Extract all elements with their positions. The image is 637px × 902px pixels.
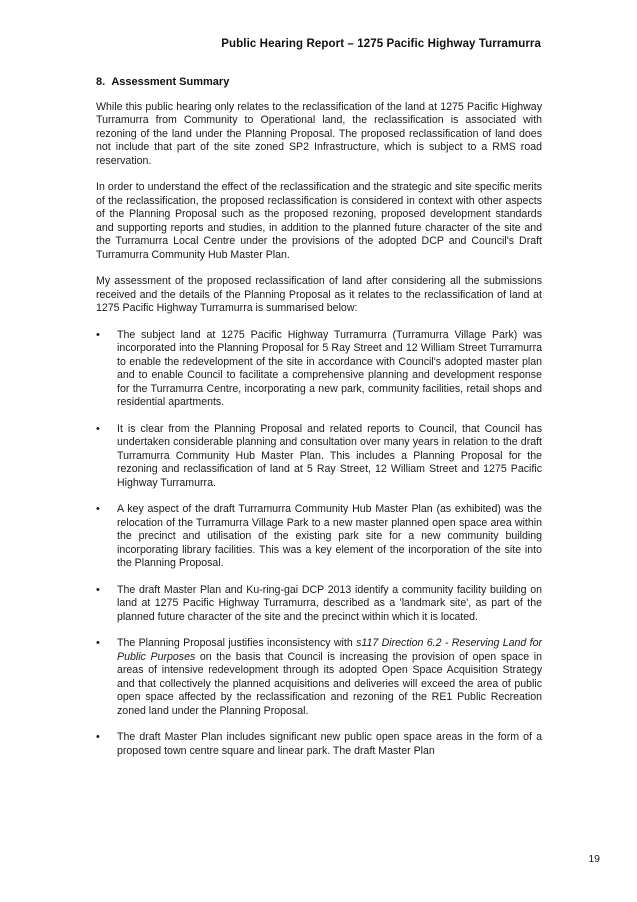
- bullet-text: [117, 637, 542, 718]
- direction-text-suffix: on the basis that Council is increasing the provision of open space in areas of intensive redevelopment through its adopted Open Space Acquisition Strategy and that collectively the planned acquisitions and deliveries will exceed the area of public open space affected by the reclassification and rezoning of the RE1 Public Recreation zoned land under the Planning Proposal.: [117, 650, 542, 717]
- list-item: [96, 731, 542, 758]
- bullet-text: A key aspect of the draft Turramurra Community Hub Master Plan (as exhibited) was the relocation of the Turramurra Village Park to a new master planned open space area within the precinct and utilisation of the existing park site for a new community building incorporating library facilities. This was a key element of the incorporation of the site into the Planning Proposal.: [117, 503, 542, 569]
- section-number: 8.: [96, 76, 106, 88]
- page-number: 19: [588, 853, 600, 865]
- assessment-bullet-list: [96, 329, 542, 759]
- paragraph-summary-lead: My assessment of the proposed reclassification of land after considering all the submissions received and the details of the Planning Proposal as it relates to the reclassification of land at 1275 Pacific Highway Turramurra is summarised below:: [96, 275, 542, 314]
- section-heading: [96, 76, 542, 90]
- list-item: [96, 637, 542, 718]
- bullet-marker: •: [96, 422, 100, 435]
- bullet-text: The draft Master Plan includes significant new public open space areas in the form of a proposed town centre square and linear park. The draft Master Plan: [117, 731, 542, 757]
- list-item: [96, 423, 542, 491]
- bullet-marker: •: [96, 583, 100, 596]
- paragraph-intro: While this public hearing only relates to the reclassification of the land at 1275 Pacific Highway Turramurra from Community to Operational land, the reclassification is associated with rezoning of the land under the Planning Proposal. The proposed reclassification of land does not include that part of the site zoned SP2 Infrastructure, which is subject to a RMS road reservation.: [96, 100, 542, 167]
- bullet-marker: •: [96, 731, 100, 743]
- list-item: [96, 503, 542, 571]
- paragraph-context: In order to understand the effect of the reclassification and the strategic and site specific merits of the reclassification, the proposed reclassification is considered in context with other aspects of the Planning Proposal such as the proposed rezoning, proposed development standards and supporting reports and studies, in addition to the planned future character of the site and the Turramurra Local Centre under the provisions of the adopted DCP and Council's Draft Turramurra Community Hub Master Plan.: [96, 181, 542, 261]
- running-header: Public Hearing Report – 1275 Pacific Highway Turramurra: [221, 38, 541, 50]
- bullet-text: The subject land at 1275 Pacific Highway Turramurra (Turramurra Village Park) was incorporated into the Planning Proposal for 5 Ray Street and 12 William Street Turramurra to enable the redevelopment of the site in accordance with Council's adopted master plan and to enable Council to facilitate a comprehensive planning and development response for the Turramurra Centre, incorporating a new park, community facilities, retail shops and residential apartments.: [117, 328, 542, 408]
- bullet-marker: •: [96, 503, 100, 515]
- list-item: [96, 584, 542, 625]
- bullet-text: It is clear from the Planning Proposal and related reports to Council, that Council has undertaken considerable planning and consultation over many years in relation to the draft Turramurra Community Hub Master Plan. This includes a Planning Proposal for the rezoning and reclassification of land at 5 Ray Street, 12 William Street and 1275 Pacific Highway Turramurra.: [117, 422, 542, 489]
- bullet-marker: •: [96, 328, 100, 341]
- list-item: [96, 329, 542, 410]
- bullet-text: The draft Master Plan and Ku-ring-gai DCP 2013 identify a community facility building on land at 1275 Pacific Highway Turramurra, described as a 'landmark site', as part of the planned future character of the site and the precinct within which it is located.: [117, 583, 542, 623]
- bullet-marker: •: [96, 637, 100, 649]
- direction-text-prefix: The Planning Proposal justifies inconsistency with: [117, 637, 357, 649]
- section-title: Assessment Summary: [111, 76, 230, 88]
- document-body: [96, 76, 542, 771]
- direction-reference: s117 Direction 6.2 - Reserving Land for Public Purposes: [117, 637, 542, 663]
